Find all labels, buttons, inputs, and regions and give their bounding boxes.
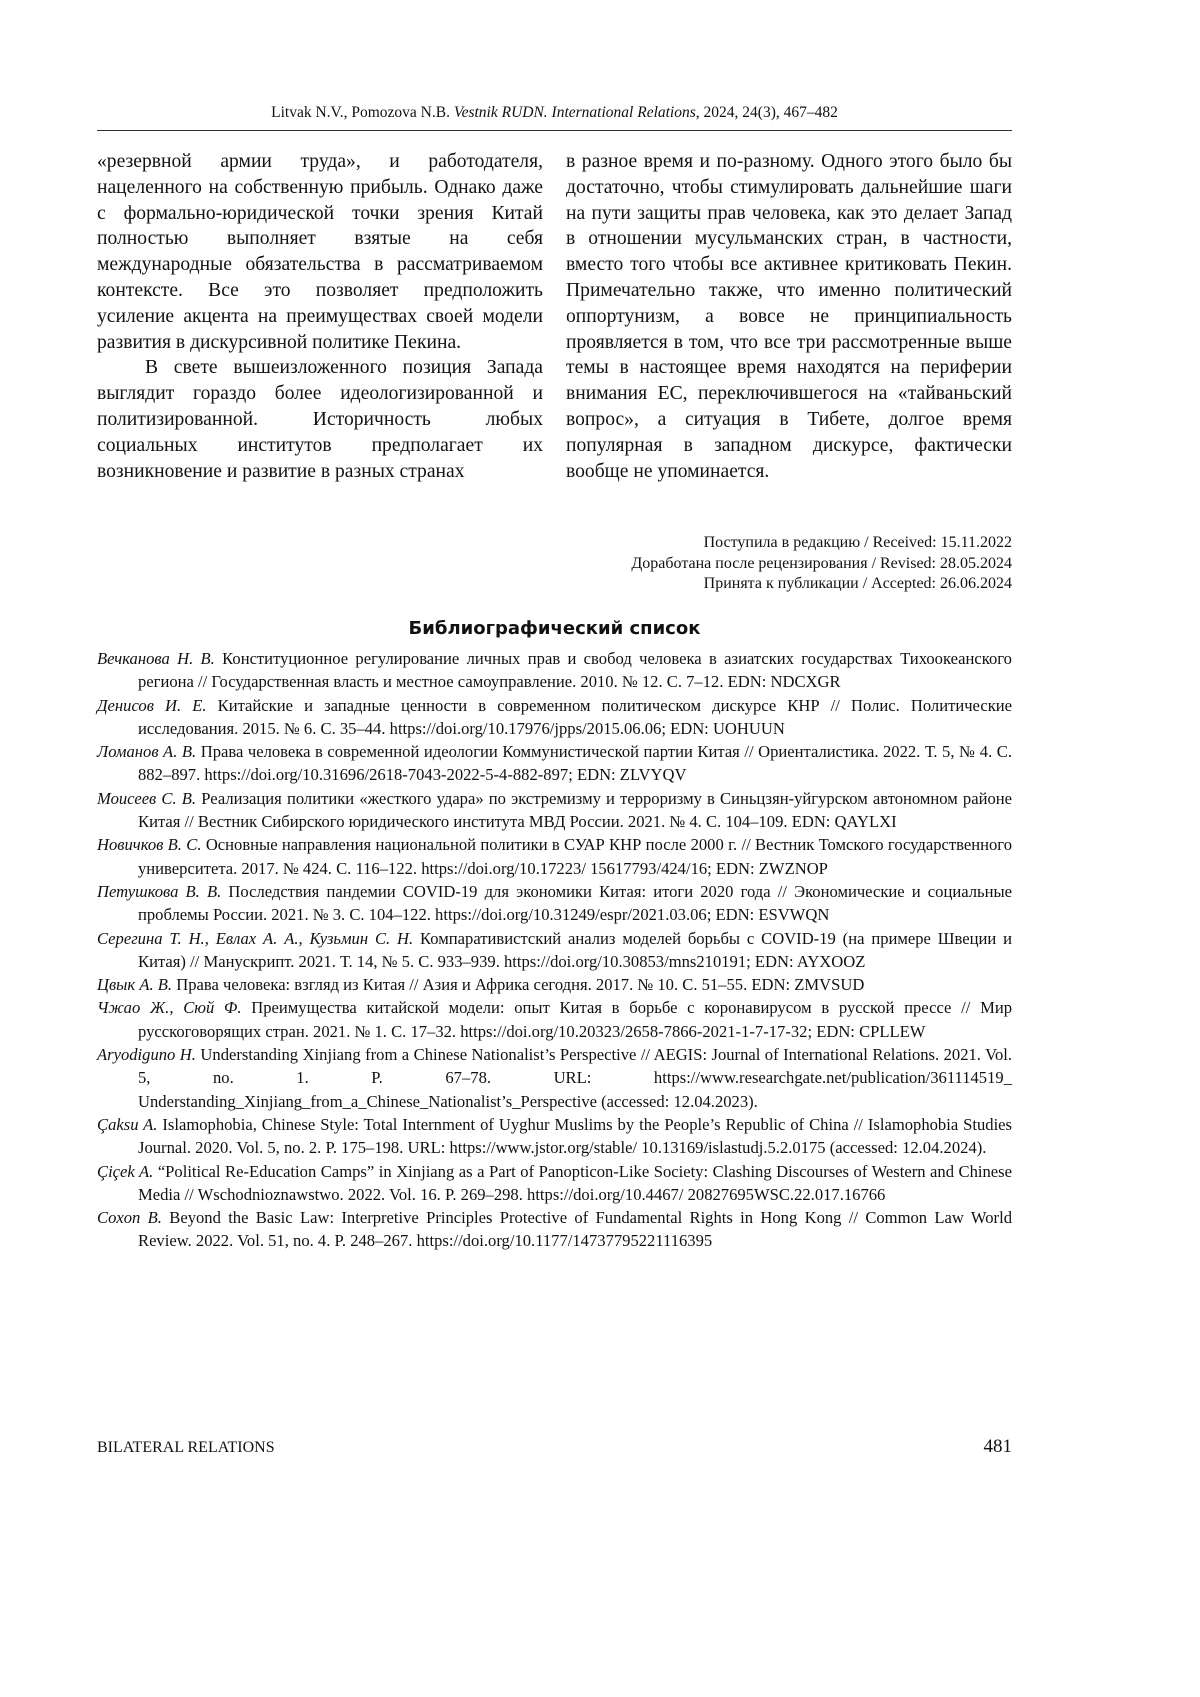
entry-author: Петушкова В. В. bbox=[97, 882, 221, 901]
entry-text: Конституционное регулирование личных прав и свобод человека в азиатских государствах Тихоокеанского региона // Государственная власть и местное самоуправление. 2010. № 12. С. 7–12. EDN: NDCXGR bbox=[138, 649, 1012, 691]
bibliography-title: Библиографический список bbox=[97, 618, 1012, 639]
article-dates bbox=[566, 533, 1012, 595]
bibliography-entry bbox=[97, 1160, 1012, 1207]
bibliography-entry bbox=[97, 1113, 1012, 1160]
entry-author: Новичков В. С. bbox=[97, 835, 201, 854]
entry-author: Coxon B. bbox=[97, 1208, 162, 1227]
bibliography-entry bbox=[97, 647, 1012, 694]
running-header bbox=[97, 104, 1012, 122]
bibliography-entry bbox=[97, 787, 1012, 834]
body-column-left bbox=[97, 149, 543, 484]
entry-text: Последствия пандемии COVID-19 для экономики Китая: итоги 2020 года // Экономические и социальные проблемы России. 2021. № 3. С. 104–122. https://doi.org/10.31249/espr/2021.03.06; EDN: ESVWQN bbox=[138, 882, 1012, 924]
entry-author: Серегина Т. Н., Евлах А. А., Кузьмин С. Н. bbox=[97, 929, 413, 948]
entry-text: Основные направления национальной политики в СУАР КНР после 2000 г. // Вестник Томского государственного университета. 2017. № 424. С. 116–122. https://doi.org/10.17223/ 15617793/424/16; EDN: ZWZNOP bbox=[138, 835, 1012, 877]
entry-author: Ломанов А. В. bbox=[97, 742, 196, 761]
body-paragraph: в разное время и по-разному. Одного этого было бы достаточно, чтобы стимулировать дальнейшие шаги на пути защиты прав человека, как это делает Запад в отношении мусульманских стран, в частности, вместо того чтобы все активнее критиковать Пекин. Примечательно также, что именно политический оппортунизм, а вовсе не принципиальность проявляется в том, что все три рассмотренные выше темы в настоящее время находятся на периферии внимания ЕС, переключившегося на «тайваньский вопрос», а ситуация в Тибете, долгое время популярная в западном дискурсе, фактически вообще не упоминается. bbox=[566, 149, 1012, 484]
entry-author: Чжао Ж., Сюй Ф. bbox=[97, 998, 242, 1017]
entry-author: Цвык А. В. bbox=[97, 975, 172, 994]
entry-text: Beyond the Basic Law: Interpretive Principles Protective of Fundamental Rights in Hong Kong // Common Law World Review. 2022. Vol. 51, no. 4. P. 248–267. https://doi.org/10.1177/14737795221116395 bbox=[138, 1208, 1012, 1250]
revised-date: Доработана после рецензирования / Revised: 28.05.2024 bbox=[566, 554, 1012, 575]
entry-text: Компаративистский анализ моделей борьбы с COVID-19 (на примере Швеции и Китая) // Манускрипт. 2021. Т. 14, № 5. С. 933–939. https://doi.org/10.30853/mns210191; EDN: AYXOOZ bbox=[138, 929, 1012, 971]
bibliography-entry bbox=[97, 694, 1012, 741]
entry-text: Islamophobia, Chinese Style: Total Internment of Uyghur Muslims by the People’s Republic of China // Islamophobia Studies Journal. 2020. Vol. 5, no. 2. P. 175–198. URL: https://www.jstor.org/stable/ 10.13169/islastudj.5.2.0175 (accessed: 12.04.2024). bbox=[138, 1115, 1012, 1157]
entry-text: Права человека: взгляд из Китая // Азия и Африка сегодня. 2017. № 10. С. 51–55. EDN: ZMVSUD bbox=[172, 975, 864, 994]
page-number: 481 bbox=[984, 1436, 1013, 1458]
entry-author: Моисеев С. В. bbox=[97, 789, 196, 808]
entry-text: Преимущества китайской модели: опыт Китая в борьбе с коронавирусом в русской прессе // Мир русскоговорящих стран. 2021. № 1. С. 17–32. https://doi.org/10.20323/2658-7866-2021-1-7-17-32; EDN: CPLLEW bbox=[138, 998, 1012, 1040]
bibliography-entry bbox=[97, 740, 1012, 787]
header-citation: , 2024, 24(3), 467–482 bbox=[696, 104, 838, 121]
entry-author: Çaksu A. bbox=[97, 1115, 157, 1134]
header-authors: Litvak N.V., Pomozova N.B. bbox=[271, 104, 450, 121]
entry-text: “Political Re-Education Camps” in Xinjiang as a Part of Panopticon-Like Society: Clashing Discourses of Western and Chinese Media // Wschodnioznawstwo. 2022. Vol. 16. P. 269–298. https://doi.org/10.4467/ 20827695WSC.22.017.16766 bbox=[138, 1162, 1012, 1204]
entry-author: Денисов И. Е. bbox=[97, 696, 207, 715]
bibliography-entry bbox=[97, 880, 1012, 927]
bibliography-entry bbox=[97, 927, 1012, 974]
entry-text: Права человека в современной идеологии Коммунистической партии Китая // Ориенталистика. 2022. Т. 5, № 4. С. 882–897. https://doi.org/10.31696/2618-7043-2022-5-4-882-897; EDN: ZLVYQV bbox=[138, 742, 1012, 784]
entry-author: Çiçek A. bbox=[97, 1162, 153, 1181]
body-paragraph: «резервной армии труда», и работодателя, нацеленного на собственную прибыль. Однако даже с формально-юридической точки зрения Китай полностью выполняет взятые на себя международные обязательства в рассматриваемом контексте. Все это позволяет предположить усиление акцента на преимуществах своей модели развития в дискурсивной политике Пекина. bbox=[97, 149, 543, 355]
body-paragraph: В свете вышеизложенного позиция Запада выглядит гораздо более идеологизированной и политизированной. Историчность любых социальных институтов предполагает их возникновение и развитие в разных странах bbox=[97, 355, 543, 484]
header-rule bbox=[97, 130, 1012, 131]
bibliography-entry bbox=[97, 973, 1012, 996]
entry-text: Understanding Xinjiang from a Chinese Nationalist’s Perspective // AEGIS: Journal of International Relations. 2021. Vol. 5, no. 1. P. 67–78. URL: https://www.researchgate.net/publication/361114519_ Understanding_Xinjiang_from_a_Chinese_Nationalist’s_Perspective (accessed: 12.04.2023). bbox=[138, 1045, 1012, 1111]
entry-text: Реализация политики «жесткого удара» по экстремизму и терроризму в Синьцзян-уйгурском автономном районе Китая // Вестник Сибирского юридического института МВД России. 2021. № 4. С. 104–109. EDN: QAYLXI bbox=[138, 789, 1012, 831]
bibliography-entry bbox=[97, 833, 1012, 880]
received-date: Поступила в редакцию / Received: 15.11.2022 bbox=[566, 533, 1012, 554]
bibliography-entry bbox=[97, 996, 1012, 1043]
footer-section: BILATERAL RELATIONS bbox=[97, 1439, 275, 1458]
bibliography-list bbox=[97, 647, 1012, 1253]
header-journal: Vestnik RUDN. International Relations bbox=[454, 104, 696, 121]
entry-author: Вечканова Н. В. bbox=[97, 649, 215, 668]
bibliography-entry bbox=[97, 1206, 1012, 1253]
body-column-right bbox=[566, 149, 1012, 484]
page-footer bbox=[97, 1439, 1012, 1458]
entry-author: Aryodiguno H. bbox=[97, 1045, 196, 1064]
entry-text: Китайские и западные ценности в современном политическом дискурсе КНР // Полис. Политические исследования. 2015. № 6. С. 35–44. https://doi.org/10.17976/jpps/2015.06.06; EDN: UOHUUN bbox=[138, 696, 1012, 738]
accepted-date: Принята к публикации / Accepted: 26.06.2024 bbox=[566, 574, 1012, 595]
bibliography-entry bbox=[97, 1043, 1012, 1113]
